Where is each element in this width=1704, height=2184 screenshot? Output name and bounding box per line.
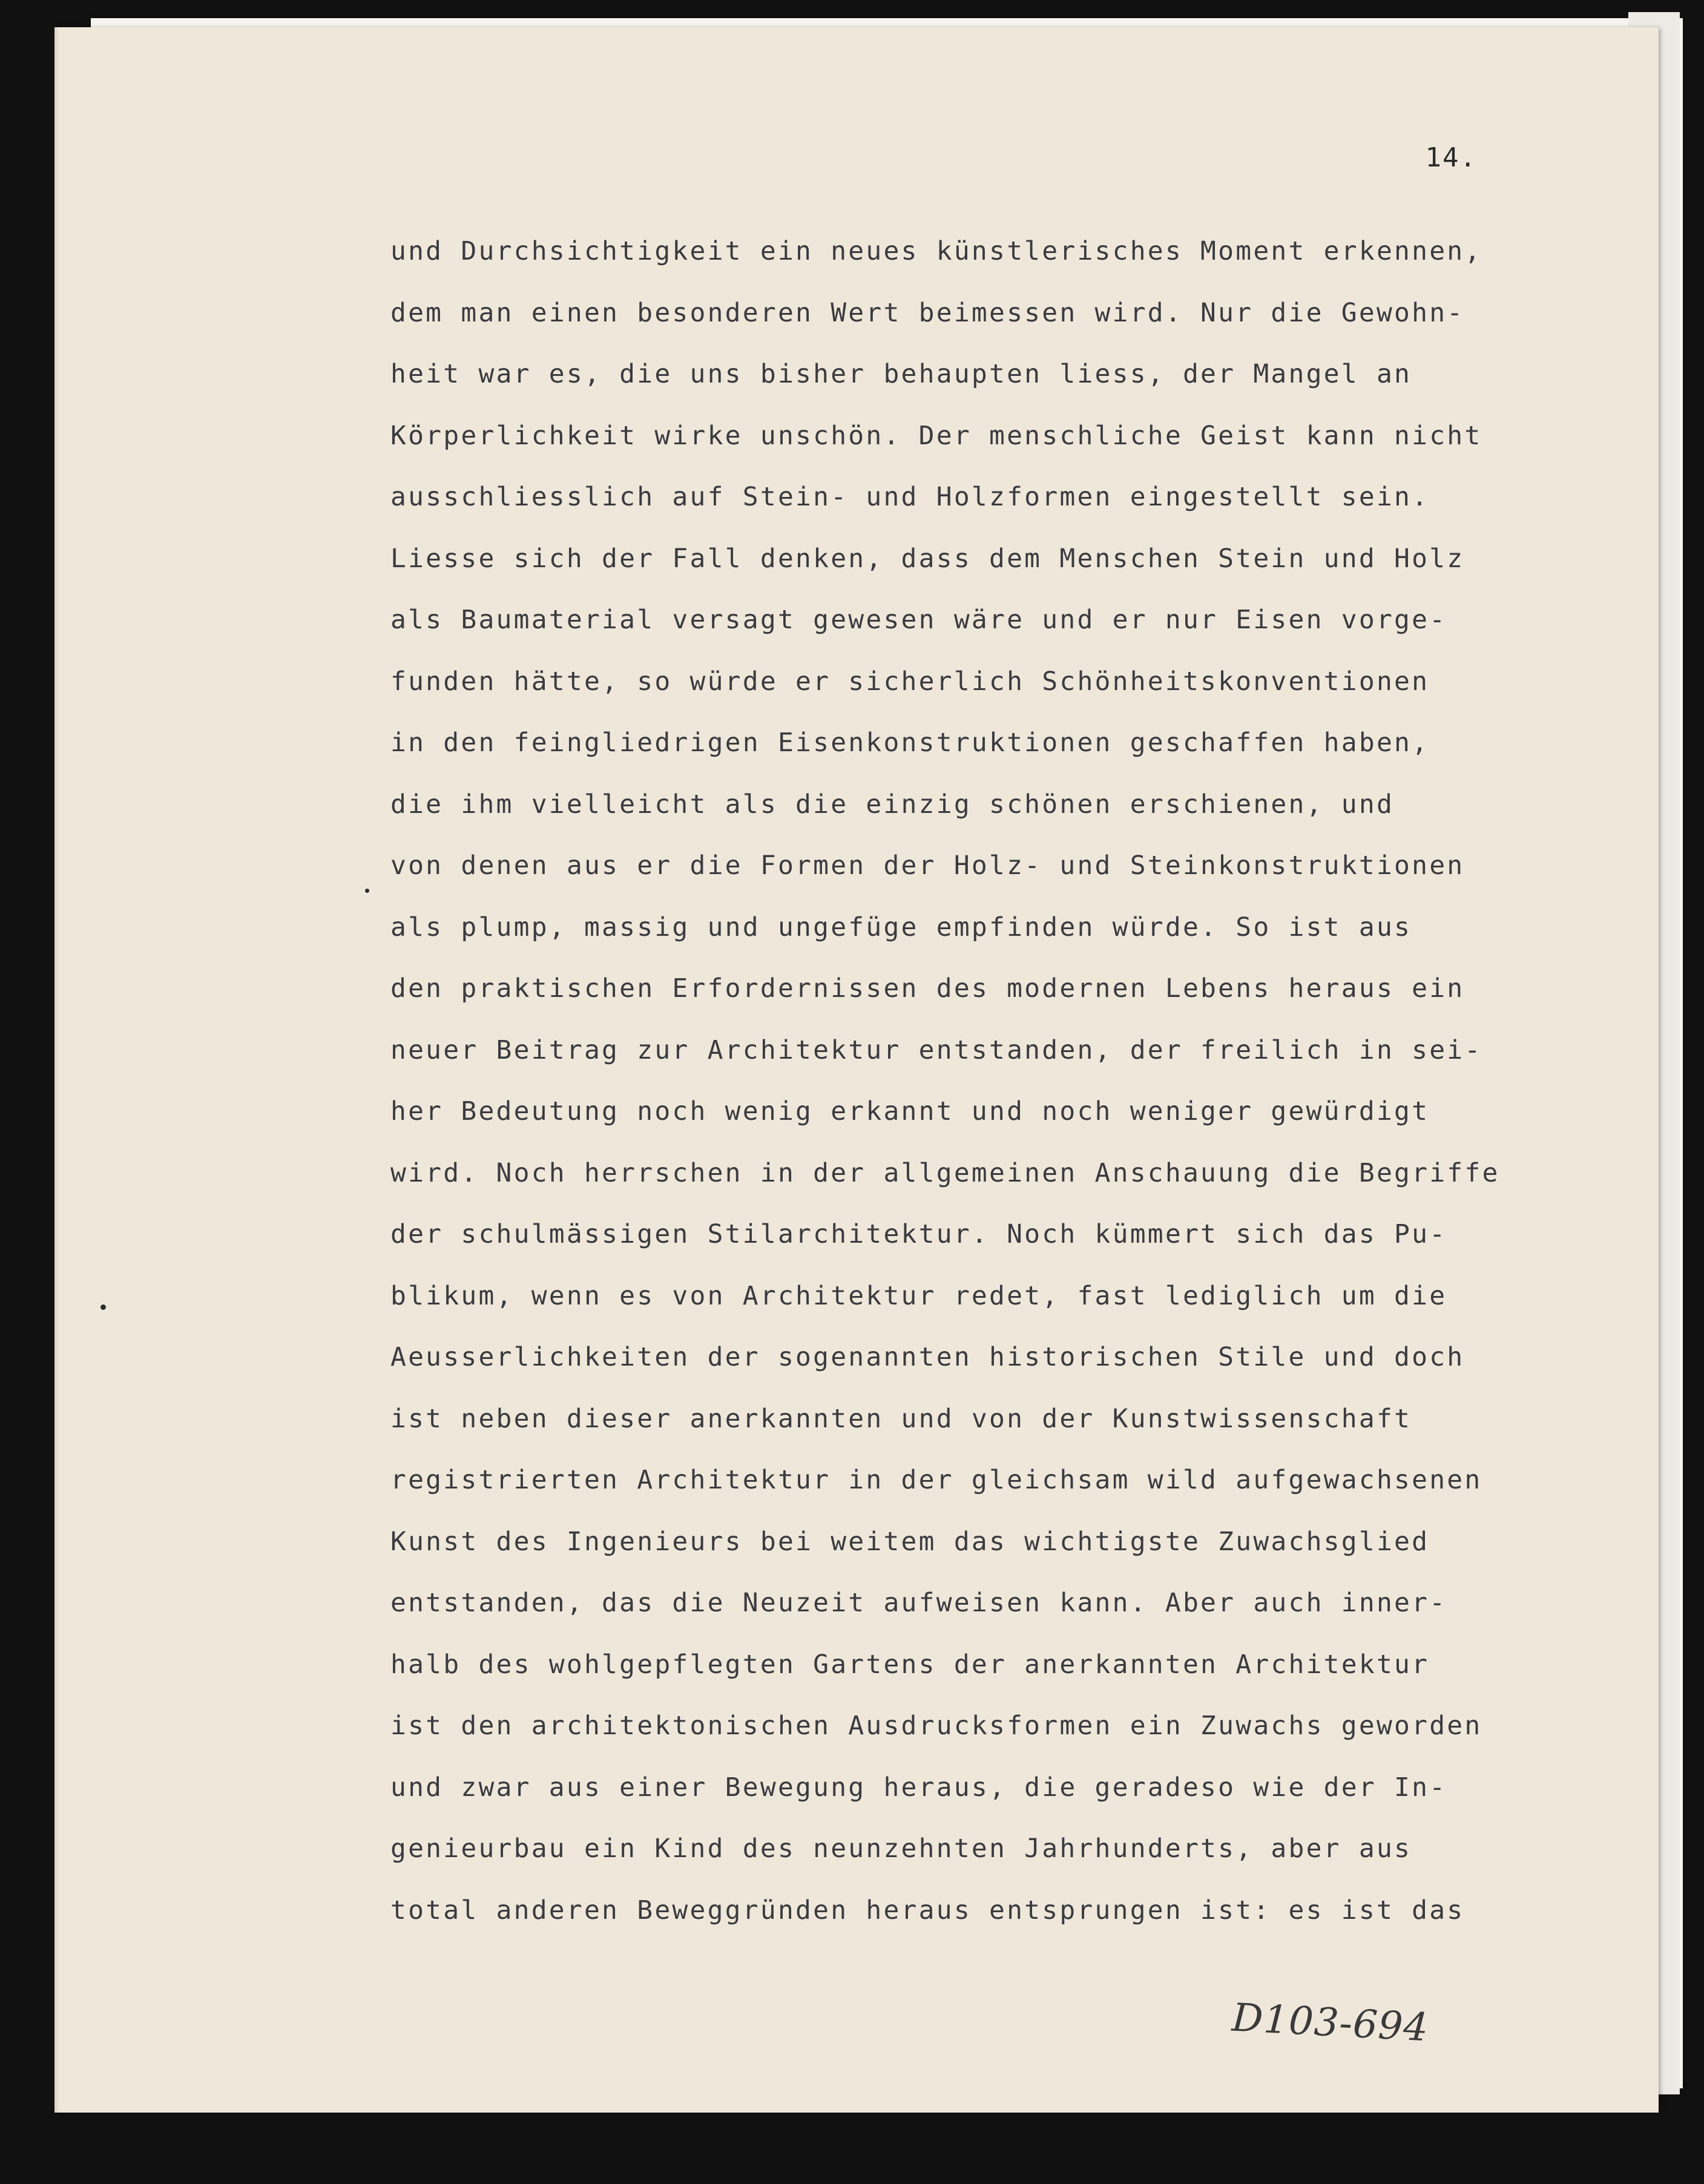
text-line: Körperlichkeit wirke unschön. Der menschliche Geist kann nicht [390, 420, 1482, 451]
text-line: ist neben dieser anerkannten und von der Kunstwissenschaft [390, 1403, 1412, 1434]
body-text [390, 221, 1686, 1941]
text-line: die ihm vielleicht als die einzig schönen erschienen, und [390, 789, 1395, 820]
ink-speck [365, 889, 369, 893]
text-line: Aeusserlichkeiten der sogenannten historischen Stile und doch [390, 1342, 1465, 1372]
ink-speck [100, 1304, 106, 1310]
text-line: wird. Noch herrschen in der allgemeinen Anschauung die Begriffe [390, 1157, 1500, 1188]
text-line: Liesse sich der Fall denken, dass dem Menschen Stein und Holz [390, 543, 1465, 574]
text-line: als Baumaterial versagt gewesen wäre und er nur Eisen vorge- [390, 605, 1447, 635]
text-line: blikum, wenn es von Architektur redet, fast lediglich um die [390, 1280, 1447, 1311]
text-line: ist den architektonischen Ausdrucksformen ein Zuwachs geworden [390, 1711, 1482, 1741]
text-line: als plump, massig und ungefüge empfinden würde. So ist aus [390, 912, 1412, 942]
text-line: Kunst des Ingenieurs bei weitem das wichtigste Zuwachsglied [390, 1526, 1430, 1557]
text-line: ausschliesslich auf Stein- und Holzformen eingestellt sein. [390, 482, 1430, 512]
text-line: neuer Beitrag zur Architektur entstanden, der freilich in sei- [390, 1034, 1482, 1065]
text-line: funden hätte, so würde er sicherlich Schönheitskonventionen [390, 666, 1430, 697]
text-line: total anderen Beweggründen heraus entsprungen ist: es ist das [390, 1895, 1465, 1926]
text-line: entstanden, das die Neuzeit aufweisen kann. Aber auch inner- [390, 1588, 1447, 1618]
text-line: halb des wohlgepflegten Gartens der anerkannten Architektur [390, 1649, 1430, 1680]
page-number: 14. [1425, 142, 1477, 173]
page-edge-shadow [54, 27, 59, 2113]
text-line: und Durchsichtigkeit ein neues künstlerisches Moment erkennen, [390, 236, 1482, 266]
text-line: heit war es, die uns bisher behaupten liess, der Mangel an [390, 359, 1412, 389]
text-line: in den feingliedrigen Eisenkonstruktionen geschaffen haben, [390, 728, 1430, 758]
text-line: registrierten Architektur in der gleichsam wild aufgewachsenen [390, 1465, 1482, 1495]
handwritten-archive-number: D103-694 [1231, 1995, 1430, 2051]
text-line: von denen aus er die Formen der Holz- und Steinkonstruktionen [390, 850, 1465, 881]
text-line: her Bedeutung noch wenig erkannt und noch weniger gewürdigt [390, 1096, 1430, 1127]
text-line: genieurbau ein Kind des neunzehnten Jahrhunderts, aber aus [390, 1834, 1412, 1864]
text-line: den praktischen Erfordernissen des modernen Lebens heraus ein [390, 973, 1465, 1004]
text-line: dem man einen besonderen Wert beimessen wird. Nur die Gewohn- [390, 297, 1465, 328]
text-line: und zwar aus einer Bewegung heraus, die geradeso wie der In- [390, 1772, 1447, 1803]
typewritten-page [54, 27, 1659, 2113]
text-line: der schulmässigen Stilarchitektur. Noch kümmert sich das Pu- [390, 1219, 1447, 1249]
